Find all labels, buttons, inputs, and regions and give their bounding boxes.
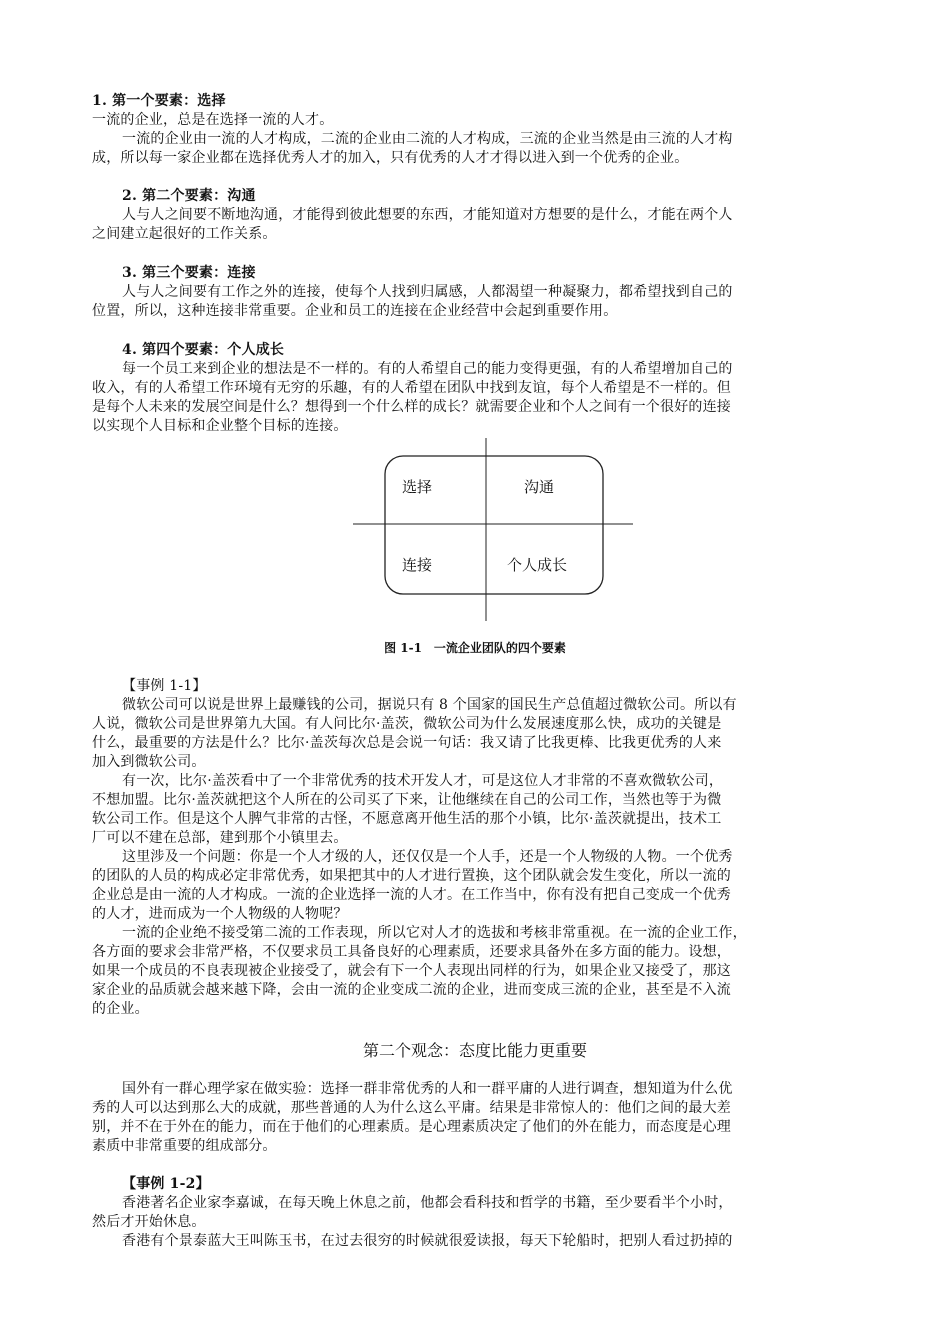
paragraph-line: 秀的人可以达到那么大的成就，那些普通的人为什么这么平庸。结果是非常惊人的：他们之间的最大差	[92, 1100, 731, 1116]
section-3-heading: 3. 第三个要素：连接	[122, 265, 256, 281]
paragraph-line: 然后才开始休息。	[92, 1214, 206, 1230]
paragraph-line: 企业总是由一流的人才构成。一流的企业选择一流的人才。在工作当中，你有没有把自己变成一个优秀	[92, 887, 731, 903]
paragraph-line: 每一个员工来到企业的想法是不一样的。有的人希望自己的能力变得更强，有的人希望增加自己的	[122, 361, 733, 377]
diagram-cell-growth: 个人成长	[507, 556, 568, 574]
paragraph-line: 加入到微软公司。	[92, 754, 206, 770]
figure-caption: 图 1-1 一流企业团队的四个要素	[384, 641, 566, 655]
paragraph-line: 不想加盟。比尔·盖茨就把这个人所在的公司买了下来，让他继续在自己的公司工作，当然也等于为微	[92, 792, 722, 808]
concept-2-title: 第二个观念：态度比能力更重要	[362, 1041, 587, 1060]
paragraph-line: 一流的企业，总是在选择一流的人才。	[92, 112, 334, 128]
paragraph-line: 一流的企业绝不接受第二流的工作表现，所以它对人才的选拔和考核非常重视。在一流的企业工作，	[122, 925, 747, 941]
section-1-heading: 1. 第一个要素：选择	[92, 93, 226, 109]
paragraph-line: 人说，微软公司是世界第九大国。有人问比尔·盖茨，微软公司为什么发展速度那么快，成功的关键是	[92, 716, 722, 732]
paragraph-line: 微软公司可以说是世界上最赚钱的公司，据说只有 8 个国家的国民生产总值超过微软公司。所以有	[122, 697, 737, 713]
paragraph-line: 是每个人未来的发展空间是什么？想得到一个什么样的成长？就需要企业和个人之间有一个很好的连接	[92, 399, 731, 415]
paragraph-line: 一流的企业由一流的人才构成，二流的企业由二流的人才构成，三流的企业当然是由三流的人才构	[122, 131, 733, 147]
case-1-label: 【事例 1-1】	[122, 678, 207, 694]
paragraph-line: 国外有一群心理学家在做实验：选择一群非常优秀的人和一群平庸的人进行调查，想知道为什么优	[122, 1081, 733, 1097]
paragraph-line: 的人才，进而成为一个人物级的人物呢？	[92, 906, 348, 922]
diagram-cell-communicate: 沟通	[524, 478, 555, 496]
paragraph-line: 以实现个人目标和企业整个目标的连接。	[92, 418, 348, 434]
case-2-label: 【事例 1-2】	[122, 1176, 210, 1192]
paragraph-line: 的企业。	[92, 1001, 149, 1017]
paragraph-line: 位置，所以，这种连接非常重要。企业和员工的连接在企业经营中会起到重要作用。	[92, 303, 618, 319]
paragraph-line: 成，所以每一家企业都在选择优秀人才的加入，只有优秀的人才才得以进入到一个优秀的企业。	[92, 150, 689, 166]
paragraph-line: 厂可以不建在总部，建到那个小镇里去。	[92, 830, 348, 846]
paragraph-line: 这里涉及一个问题：你是一个人才级的人，还仅仅是一个人手，还是一个人物级的人物。一个优秀	[122, 849, 733, 865]
paragraph-line: 人与人之间要有工作之外的连接，使每个人找到归属感，人都渴望一种凝聚力，都希望找到自己的	[122, 284, 733, 300]
paragraph-line: 家企业的品质就会越来越下降，会由一流的企业变成二流的企业，进而变成三流的企业，甚至是不入流	[92, 982, 731, 998]
paragraph-line: 有一次，比尔·盖茨看中了一个非常优秀的技术开发人才，可是这位人才非常的不喜欢微软公司，	[122, 773, 724, 789]
paragraph-line: 人与人之间要不断地沟通，才能得到彼此想要的东西，才能知道对方想要的是什么，才能在两个人	[122, 207, 733, 223]
paragraph-line: 各方面的要求会非常严格，不仅要求员工具备良好的心理素质，还要求具备外在多方面的能力。设想，	[92, 944, 731, 960]
paragraph-line: 软公司工作。但是这个人脾气非常的古怪，不愿意离开他生活的那个小镇，比尔·盖茨就提出，技术工	[92, 811, 722, 827]
paragraph-line: 收入，有的人希望工作环境有无穷的乐趣，有的人希望在团队中找到友谊，每个人希望是不一样的。但	[92, 380, 731, 396]
paragraph-line: 香港著名企业家李嘉诚，在每天晚上休息之前，他都会看科技和哲学的书籍，至少要看半个小时，	[122, 1195, 733, 1211]
paragraph-line: 别，并不在于外在的能力，而在于他们的心理素质。是心理素质决定了他们的外在能力，而态度是心理	[92, 1119, 731, 1135]
diagram-cell-connect: 连接	[402, 556, 433, 574]
paragraph-line: 什么，最重要的方法是什么？比尔·盖茨每次总是会说一句话：我又请了比我更棒、比我更优秀的人来	[92, 735, 722, 751]
paragraph-line: 素质中非常重要的组成部分。	[92, 1138, 277, 1154]
section-2-heading: 2. 第二个要素：沟通	[122, 188, 256, 204]
paragraph-line: 的团队的人员的构成必定非常优秀，如果把其中的人才进行置换，这个团队就会发生变化，所以一流的	[92, 868, 731, 884]
paragraph-line: 如果一个成员的不良表现被企业接受了，就会有下一个人表现出同样的行为，如果企业又接受了，那这	[92, 963, 731, 979]
section-4-heading: 4. 第四个要素：个人成长	[122, 342, 285, 358]
paragraph-line: 香港有个景泰蓝大王叫陈玉书，在过去很穷的时候就很爱读报，每天下轮船时，把别人看过扔掉的	[122, 1233, 733, 1249]
diagram-cell-select: 选择	[402, 478, 433, 496]
paragraph-line: 之间建立起很好的工作关系。	[92, 226, 277, 242]
